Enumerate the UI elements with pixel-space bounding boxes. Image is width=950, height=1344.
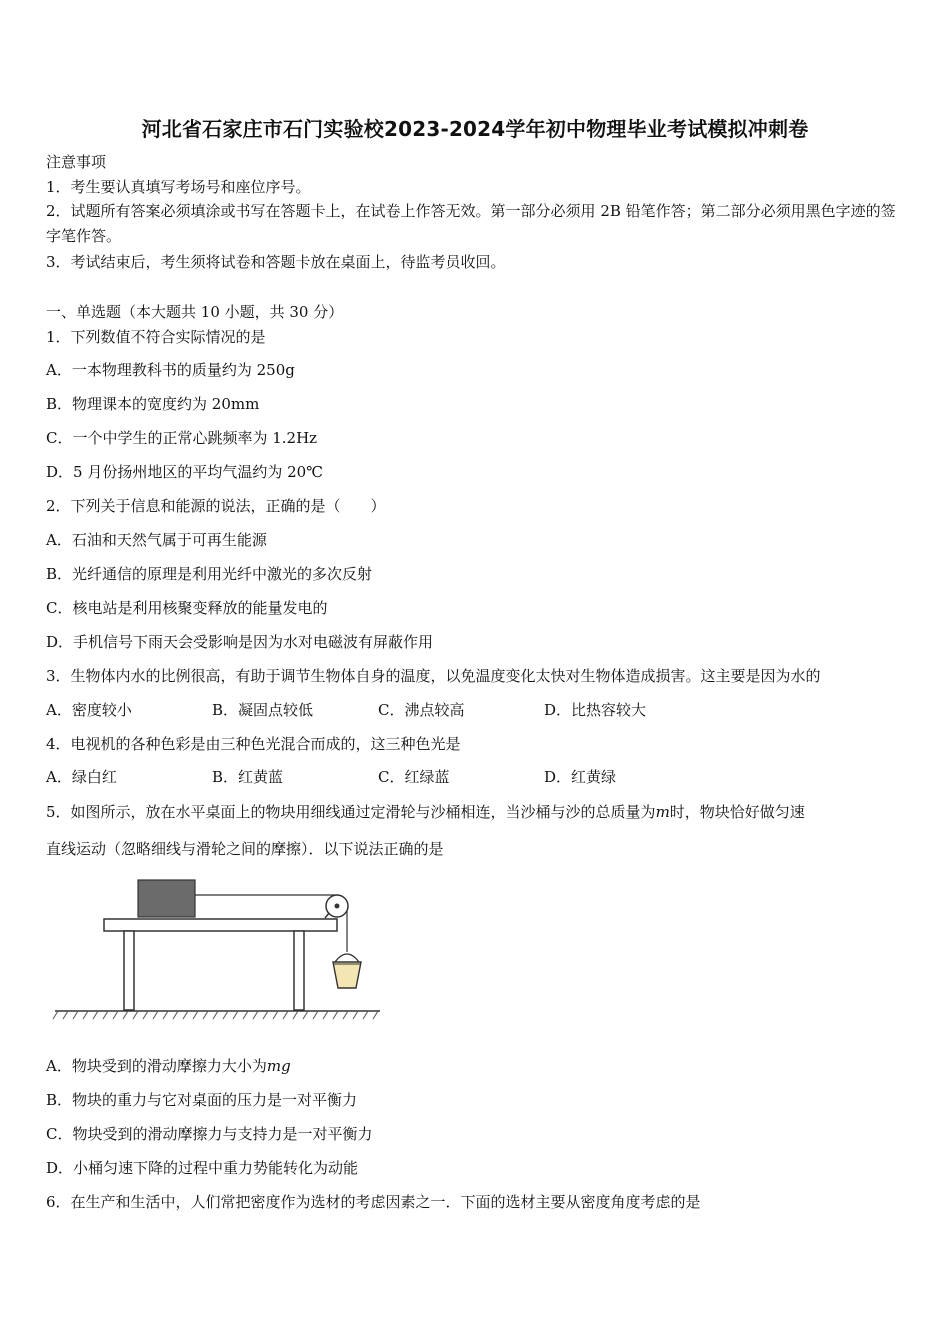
q3-option-d: D．比热容较大 — [544, 701, 647, 719]
block — [138, 880, 195, 917]
q2-option-a: A．石油和天然气属于可再生能源 — [46, 531, 267, 549]
q1-option-d: D．5 月份扬州地区的平均气温约为 20℃ — [46, 463, 323, 481]
q3-option-a: A．密度较小 — [46, 701, 132, 719]
q3-options — [46, 700, 646, 720]
q4-option-b: B．红黄蓝 — [212, 768, 284, 786]
section-heading: 一、单选题（本大题共 10 小题，共 30 分） — [46, 303, 344, 321]
notice-item-2: 2．试题所有答案必须填涂或书写在答题卡上，在试卷上作答无效。第一部分必须用 2B 铅笔作答；第二部分必须用黑色字迹的签字笔作答。 — [46, 202, 896, 245]
q1-option-b: B．物理课本的宽度约为 20mm — [46, 395, 260, 413]
q4-stem: 4．电视机的各种色彩是由三种色光混合而成的，这三种色光是 — [46, 735, 461, 753]
q4-option-a: A．绿白红 — [46, 768, 117, 786]
q5-stem-line2: 直线运动（忽略细线与滑轮之间的摩擦）．以下说法正确的是 — [46, 840, 444, 858]
notice-item-3: 3．考试结束后，考生须将试卷和答题卡放在桌面上，待监考员收回。 — [46, 253, 506, 271]
q1-option-a: A．一本物理教科书的质量约为 250g — [46, 361, 295, 379]
table — [104, 919, 337, 1010]
q4-option-c: C．红绿蓝 — [378, 768, 450, 786]
q5-stem-var: m — [655, 803, 670, 821]
pulley-table-diagram — [50, 870, 390, 1025]
q2-stem: 2．下列关于信息和能源的说法，正确的是（ ） — [46, 497, 386, 515]
q3-option-c: C．沸点较高 — [378, 701, 465, 719]
q1-stem: 1．下列数值不符合实际情况的是 — [46, 328, 266, 346]
q5-option-b: B．物块的重力与它对桌面的压力是一对平衡力 — [46, 1091, 358, 1109]
q2-option-c: C．核电站是利用核聚变释放的能量发电的 — [46, 599, 328, 617]
ground — [53, 1011, 380, 1019]
notice-item-1: 1．考生要认真填写考场号和座位序号。 — [46, 178, 311, 196]
q3-stem: 3．生物体内水的比例很高，有助于调节生物体自身的温度，以免温度变化太快对生物体造成损害。这主要是因为水的 — [46, 667, 821, 685]
q5-option-a — [46, 1056, 291, 1076]
q3-option-b: B．凝固点较低 — [212, 701, 314, 719]
q5-option-d: D．小桶匀速下降的过程中重力势能转化为动能 — [46, 1159, 359, 1177]
sand-bucket — [333, 954, 361, 988]
pulley — [325, 895, 348, 918]
q4-option-d: D．红黄绿 — [544, 768, 617, 786]
q5-stem — [46, 802, 805, 822]
q5-option-c: C．物块受到的滑动摩擦力与支持力是一对平衡力 — [46, 1125, 373, 1143]
page-title: 河北省石家庄市石门实验校2023-2024学年初中物理毕业考试模拟冲刺卷 — [141, 117, 809, 141]
notice-heading: 注意事项 — [46, 153, 107, 171]
q5-option-a-var: mg — [266, 1057, 291, 1075]
q5-option-a-text: A．物块受到的滑动摩擦力大小为 — [46, 1057, 267, 1075]
q5-stem-post: 时，物块恰好做匀速 — [669, 803, 805, 821]
q4-options — [46, 767, 616, 787]
q2-option-b: B．光纤通信的原理是利用光纤中激光的多次反射 — [46, 565, 373, 583]
q5-stem-pre: 5．如图所示，放在水平桌面上的物块用细线通过定滑轮与沙桶相连，当沙桶与沙的总质量为 — [46, 803, 656, 821]
q2-option-d: D．手机信号下雨天会受影响是因为水对电磁波有屏蔽作用 — [46, 633, 434, 651]
q6-stem: 6．在生产和生活中，人们常把密度作为选材的考虑因素之一．下面的选材主要从密度角度考虑的是 — [46, 1193, 701, 1211]
q1-option-c: C．一个中学生的正常心跳频率为 1.2Hz — [46, 429, 318, 447]
